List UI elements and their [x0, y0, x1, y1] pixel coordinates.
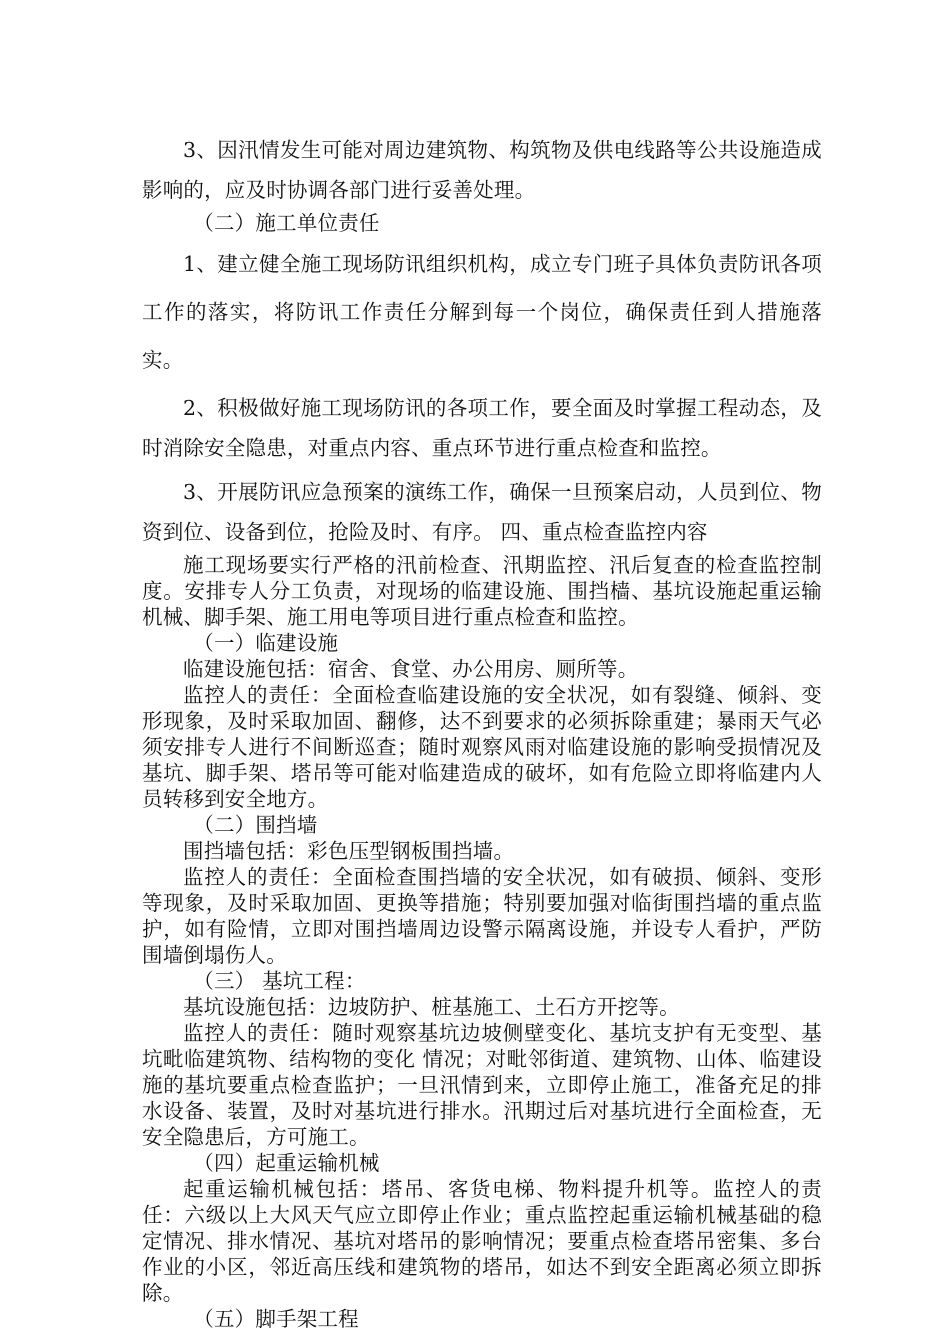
- paragraph-hoarding-wall-scope: 围挡墙包括：彩色压型钢板围挡墙。: [183, 839, 515, 863]
- paragraph-flood-organization: 1、建立健全施工现场防讯组织机构，成立专门班子具体负责防讯各项工作的落实，将防讯工作责任分解到每一个岗位，确保责任到人措施落实。: [142, 252, 822, 372]
- heading-contractor-duty: （二）施工单位责任: [193, 211, 380, 235]
- heading-hoarding-wall: （二）围挡墙: [193, 813, 318, 837]
- paragraph-inspection-system: 施工现场要实行严格的汛前检查、汛期监控、汛后复查的检查监控制度。安排专人分工负责，对现场的临建设施、围挡樯、基坑设施起重运输机械、脚手架、施工用电等项目进行重点检查和监控。: [142, 553, 822, 629]
- paragraph-hoarding-wall-duty: 监控人的责任：全面检查围挡墙的安全状况，如有破损、倾斜、变形等现象，及时采取加固、更换等措施；特别要加强对临街围挡墙的重点监护，如有险情，立即对围挡墙周边设警示隔离设施，并设专人看护，严防围墙倒塌伤人。: [142, 865, 822, 967]
- paragraph-temporary-facilities-scope: 临建设施包括：宿舍、食堂、办公用房、厕所等。: [183, 657, 639, 681]
- paragraph-temporary-facilities-duty: 监控人的责任：全面检查临建设施的安全状况，如有裂缝、倾斜、变形现象，及时采取加固、翻修，达不到要求的必须拆除重建；暴雨天气必须安排专人进行不间断巡查；随时观察风雨对临建设施的影响受损情况及基坑、脚手架、塔吊等可能对临建造成的破坏，如有危险立即将临建内人员转移到安全地方。: [142, 683, 822, 811]
- heading-lifting-machinery: （四）起重运输机械: [193, 1151, 380, 1175]
- paragraph-lifting-machinery: 起重运输机械包括：塔吊、客货电梯、物料提升机等。监控人的责任：六级以上大风天气应立即停止作业；重点监控起重运输机械基础的稳定情况、排水情况、基坑对塔吊的影响情况；要重点检查塔吊密集、多台作业的小区，邻近高压线和建筑物的塔吊，如达不到安全距离必须立即拆除。: [142, 1177, 822, 1305]
- paragraph-neighbor-impact: 3、因汛情发生可能对周边建筑物、构筑物及供电线路等公共设施造成影响的，应及时协调各部门进行妥善处理。: [142, 138, 822, 202]
- paragraph-emergency-drill: 3、开展防讯应急预案的演练工作，确保一旦预案启动，人员到位、物资到位、设备到位，抢险及时、有序。 四、重点检查监控内容: [142, 480, 822, 544]
- heading-foundation-pit: （三） 基坑工程：: [193, 969, 366, 993]
- heading-temporary-facilities: （一）临建设施: [193, 631, 339, 655]
- paragraph-foundation-pit-duty: 监控人的责任：随时观察基坑边坡侧壁变化、基坑支护有无变型、基坑毗临建筑物、结构物的变化 情况；对毗邻街道、建筑物、山体、临建设施的基坑要重点检查监护；一旦汛情到来，立即停止施工，准备充足的排水设备、装置，及时对基坑进行排水。汛期过后对基坑进行全面检查，无安全隐患后，方可施工。: [142, 1021, 822, 1149]
- document-page: [142, 130, 822, 1332]
- heading-scaffolding: （五）脚手架工程: [193, 1307, 359, 1331]
- paragraph-site-flood-work: 2、积极做好施工现场防讯的各项工作，要全面及时掌握工程动态，及时消除安全隐患，对重点内容、重点环节进行重点检查和监控。: [142, 396, 822, 460]
- paragraph-foundation-pit-scope: 基坑设施包括：边坡防护、桩基施工、土石方开挖等。: [183, 995, 680, 1019]
